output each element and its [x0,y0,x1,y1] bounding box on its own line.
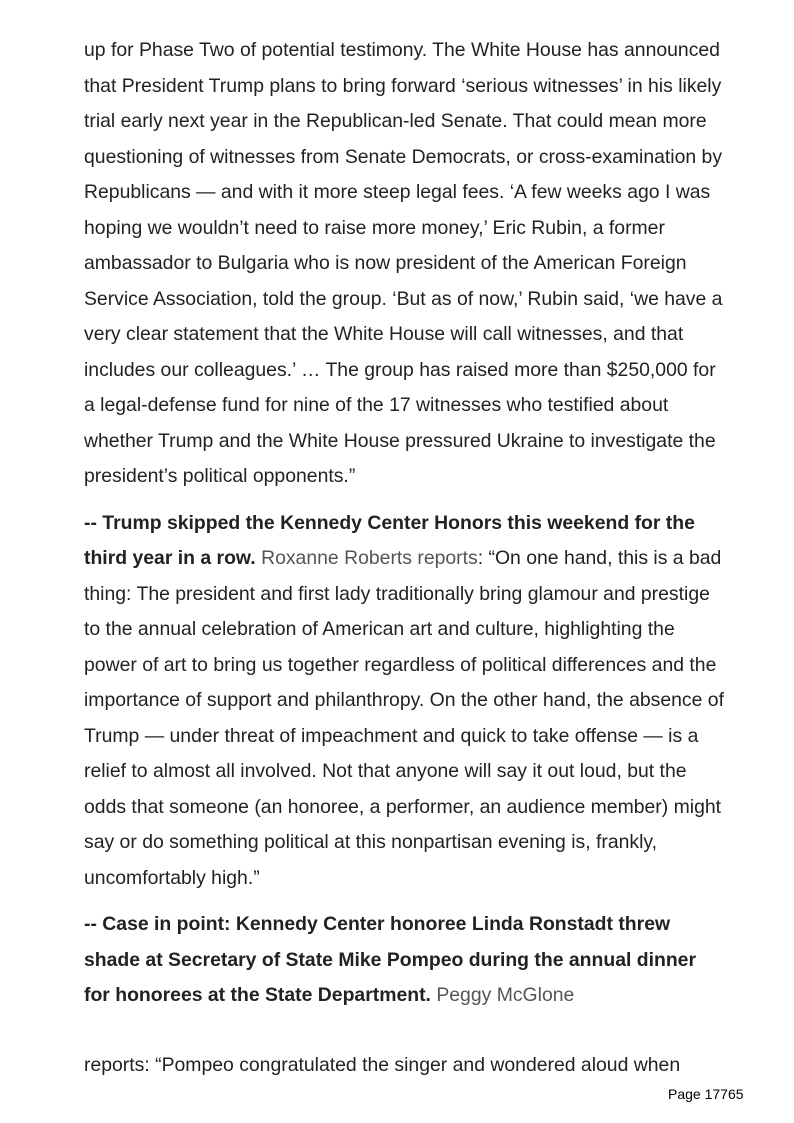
page-number: Page 17765 [668,1086,744,1102]
paragraph [84,33,724,495]
clipped-line-text: reports: “Pompeo congratulated the singer and wondered aloud when [84,1054,681,1076]
paragraph-text: up for Phase Two of potential testimony. The White House has announced that President Trump plans to bring forward ‘serious witnesses’ in his likely trial early next year in the Republican-led Senate. That could mean more questioning of witnesses from Senate Democrats, or cross-examination by Republicans — and with it more steep legal fees. ‘A few weeks ago I was hoping we wouldn’t need to raise more money,’ Eric Rubin, a former ambassador to Bulgaria who is now president of the American Foreign Service Association, told the group. ‘But as of now,’ Rubin said, ‘we have a very clear statement that the White House will call witnesses, and that includes our colleagues.’ … The group has raised more than $250,000 for a legal-defense fund for nine of the 17 witnesses who testified about whether Trump and the White House pressured Ukraine to investigate the president’s political opponents.” [84,39,723,487]
clipped-line [84,1054,724,1084]
author-link[interactable]: Roxanne Roberts reports [261,547,478,569]
paragraph-text: : “On one hand, this is a bad thing: The president and first lady traditionally bring glamour and prestige to the annual celebration of American art and culture, highlighting the power of art to bring us together regardless of political differences and the importance of support and philanthropy. On the other hand, the absence of Trump — under threat of impeachment and quick to take offense — is a relief to almost all involved. Not that anyone will say it out loud, but the odds that someone (an honoree, a performer, an audience member) might say or do something political at this nonpartisan evening is, frankly, uncomfortably high.” [84,547,724,889]
author-link[interactable]: Peggy McGlone [436,984,575,1006]
article-body [84,33,724,1014]
paragraph [84,907,724,1014]
paragraph [84,506,724,897]
paragraph-headline: -- Case in point: Kennedy Center honoree Linda Ronstadt threw shade at Secretary of State Mike Pompeo during the annual dinner for honorees at the State Department. [84,913,697,1006]
paragraph-headline: -- Trump skipped the Kennedy Center Honors this weekend for the third year in a row. [84,511,695,569]
